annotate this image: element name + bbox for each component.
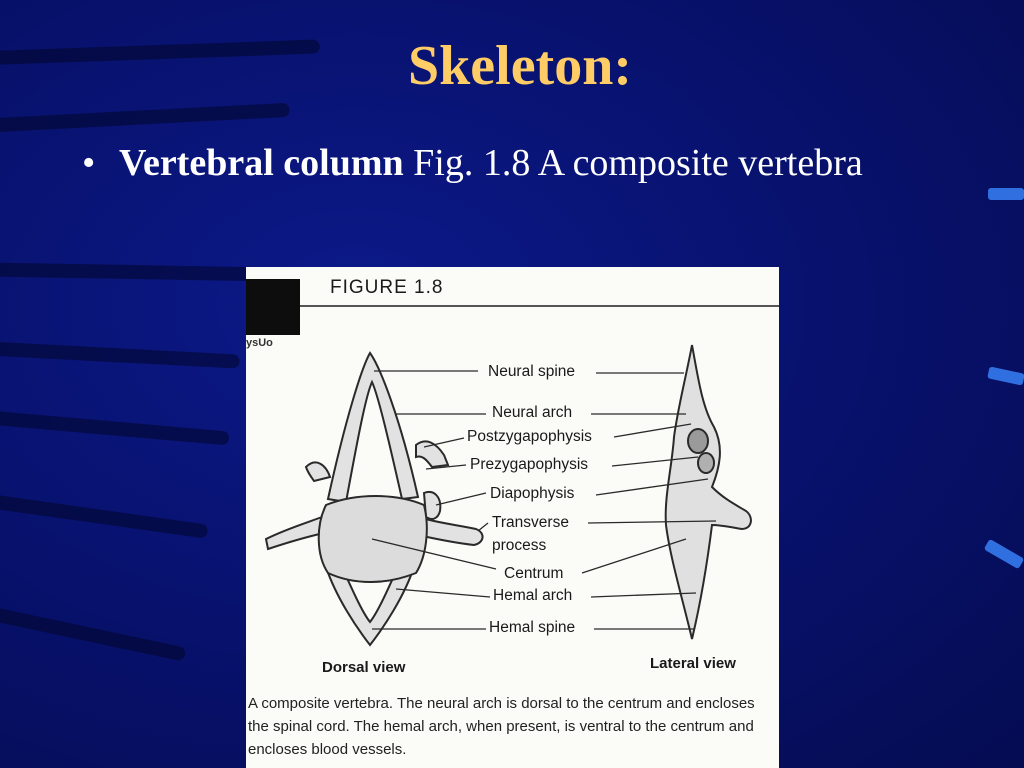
slide-title: Skeleton: <box>408 35 632 97</box>
dorsal-neural-arch <box>328 353 418 502</box>
lateral-zygapophysis <box>688 429 708 453</box>
background-streak <box>0 340 240 369</box>
label-neural-arch: Neural arch <box>492 404 573 421</box>
edge-accent-mark <box>988 188 1024 200</box>
dorsal-view-label: Dorsal view <box>322 659 406 676</box>
figure-caption: A composite vertebra. The neural arch is dorsal to the centrum and encloses the spinal cord. The hemal arch, when present, is ventral to the centrum and encloses blood vessels. <box>248 695 755 758</box>
label-hemal-spine: Hemal spine <box>489 619 576 636</box>
label-prezygapophysis: Prezygapophysis <box>470 456 589 473</box>
lateral-view-label: Lateral view <box>650 655 736 672</box>
background-streak <box>0 262 260 281</box>
label-postzygapophysis: Postzygapophysis <box>467 428 592 445</box>
figure-heading: FIGURE 1.8 <box>330 277 444 298</box>
label-centrum: Centrum <box>504 565 564 582</box>
label-hemal-arch: Hemal arch <box>493 587 573 604</box>
figure-image <box>246 267 779 768</box>
label-diapophysis: Diapophysis <box>490 485 575 502</box>
dorsal-transverse-left <box>266 517 324 549</box>
bullet-text <box>119 140 879 186</box>
label-transverse: Transverse <box>492 514 569 531</box>
edge-accent-mark <box>984 539 1024 569</box>
bullet-marker: • <box>82 142 96 184</box>
background-streak <box>0 103 290 134</box>
label-process: process <box>492 537 547 554</box>
edge-accent-mark <box>987 366 1024 385</box>
background-streak <box>0 408 230 445</box>
label-neural-spine: Neural spine <box>488 363 576 380</box>
bullet-body-text: Fig. 1.8 A composite vertebra <box>403 142 863 184</box>
bullet-bold-text: Vertebral column <box>119 142 404 184</box>
lateral-view-drawing <box>666 345 751 639</box>
background-streak <box>0 600 186 662</box>
background-streak <box>0 490 209 539</box>
lateral-prezygapophysis <box>698 453 714 473</box>
lateral-vertebra-body <box>666 345 751 639</box>
figure-corner-fragment: ysUo <box>246 337 273 349</box>
dorsal-prezygapophysis <box>306 462 330 481</box>
dorsal-view-drawing <box>266 353 483 645</box>
